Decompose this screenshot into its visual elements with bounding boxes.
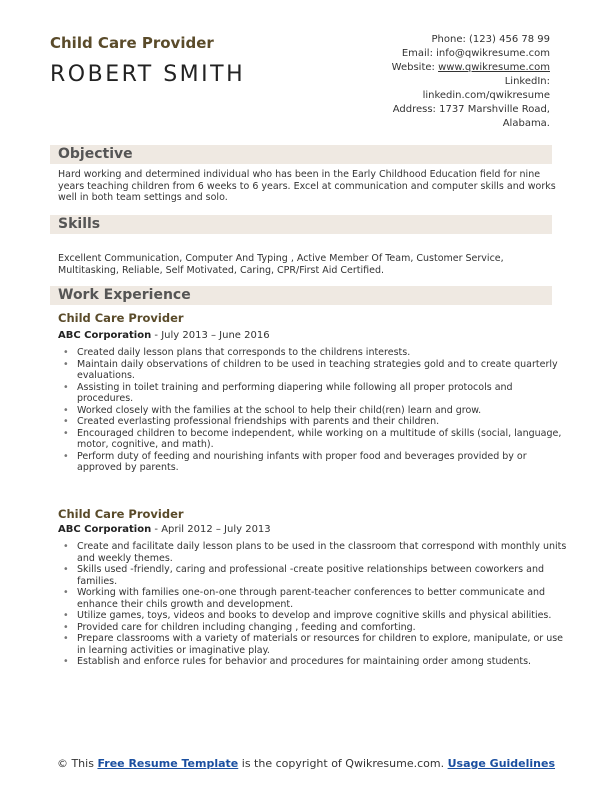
list-item: • Perform duty of feeding and nourishing infants with proper food and beverages provided by or approved by parents.	[77, 451, 569, 474]
list-item: • Assisting in toilet training and performing diapering while following all proper protocols and procedures.	[77, 382, 569, 405]
job-1-company: ABC Corporation	[58, 330, 152, 341]
list-item: • Establish and enforce rules for behavior and procedures for maintaining order among students.	[77, 656, 569, 668]
address-line2: Alabama.	[502, 118, 550, 129]
website-label: Website:	[391, 62, 439, 73]
footer-middle: is the copyright of Qwikresume.com.	[238, 757, 448, 770]
linkedin-label: LinkedIn:	[504, 76, 550, 87]
address-line1: Address: 1737 Marshville Road,	[392, 104, 550, 115]
job-2-dates: - April 2012 – July 2013	[151, 524, 271, 535]
job-2-title: Child Care Provider	[58, 507, 184, 521]
job-1-meta	[58, 330, 270, 341]
list-item: • Encouraged children to become independent, while working on a multitude of skills (social, language, motor, cognitive, and math).	[77, 428, 569, 451]
list-item: • Create and facilitate daily lesson plans to be used in the classroom that correspond with monthly units and weekly themes.	[77, 541, 569, 564]
list-item: • Prepare classrooms with a variety of materials or resources for children to explore, manipulate, or use in learning activities or imaginative play.	[77, 633, 569, 656]
job-1-dates: - July 2013 – June 2016	[151, 330, 270, 341]
list-item: • Created daily lesson plans that corresponds to the childrens interests.	[77, 347, 569, 359]
list-item: • Working with families one-on-one through parent-teacher conferences to better communicate and enhance their chils growth and development.	[77, 587, 569, 610]
free-resume-template-link[interactable]: Free Resume Template	[97, 757, 239, 770]
list-item: • Maintain daily observations of children to be used in teaching strategies gold and to create quarterly evaluations.	[77, 359, 569, 382]
list-item: • Created everlasting professional friendships with parents and their children.	[77, 416, 569, 428]
list-item: • Provided care for children including changing , feeding and comforting.	[77, 622, 569, 634]
email: Email: info@qwikresume.com	[401, 48, 550, 59]
experience-heading: Work Experience	[50, 286, 552, 305]
job-1-title: Child Care Provider	[58, 311, 184, 325]
objective-heading: Objective	[50, 145, 552, 164]
candidate-name: ROBERT SMITH	[50, 62, 246, 87]
list-item: • Utilize games, toys, videos and books to develop and improve cognitive skills and physical abilities.	[77, 610, 569, 622]
website	[392, 61, 550, 75]
website-link[interactable]: www.qwikresume.com	[438, 62, 550, 73]
list-item: • Worked closely with the families at the school to help their child(ren) learn and grow.	[77, 405, 569, 417]
phone: Phone: (123) 456 78 99	[431, 34, 550, 45]
skills-text: Excellent Communication, Computer And Typing , Active Member Of Team, Customer Service, Multitasking, Reliable, Self Motivated, Caring, CPR/First Aid Certified.	[58, 253, 504, 276]
job-2-company: ABC Corporation	[58, 524, 152, 535]
job-2-meta	[58, 524, 271, 535]
linkedin-value: linkedin.com/qwikresume	[422, 90, 550, 101]
footer-prefix: © This	[56, 757, 98, 770]
usage-guidelines-link[interactable]: Usage Guidelines	[447, 757, 556, 770]
list-item: • Skills used -friendly, caring and professional -create positive relationships between coworkers and families.	[77, 564, 569, 587]
header-job-title: Child Care Provider	[50, 34, 214, 52]
objective-text: Hard working and determined individual who has been in the Early Childhood Education field for nine years teaching children from 6 weeks to 6 years. Excel at communication and computer skills and works well in both team settings and solo.	[58, 169, 556, 203]
contact-block	[392, 33, 550, 131]
job-2-bullets	[62, 541, 569, 668]
footer	[0, 757, 612, 770]
job-1-bullets	[62, 347, 569, 474]
skills-heading: Skills	[50, 215, 552, 234]
